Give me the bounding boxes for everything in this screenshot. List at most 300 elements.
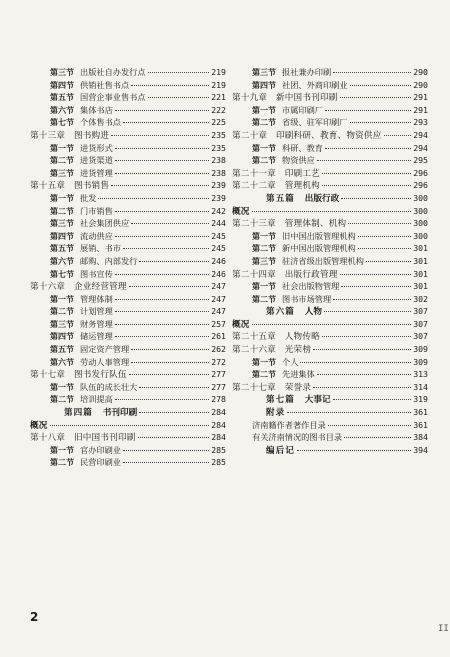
toc-appendix-label: 济南籍作者著作目录 [252,419,326,430]
toc-left-column [30,66,226,469]
toc-section-label [30,393,113,406]
toc-section-label [30,444,121,457]
toc-section-label [30,192,96,205]
toc-entry [232,192,428,205]
toc-entry [30,293,226,306]
section-title: 个体售书点 [80,117,121,128]
part-title: 书刊印刷 [102,408,138,419]
section-title: 物资供应 [282,155,315,166]
section-number: 第三节 [50,218,74,229]
toc-section-label [30,268,113,281]
section-title: 门市销售 [80,205,113,216]
toc-page-number: 301 [413,243,428,254]
section-title: 新中国出版管理机构 [282,243,356,254]
toc-page-number: 278 [211,394,226,405]
leader-dots [139,387,209,388]
toc-section-label [30,66,146,79]
section-number: 第二节 [50,205,74,216]
section-number: 第二节 [50,155,74,166]
section-title: 图书市场管理 [282,293,332,304]
section-number: 第六节 [50,255,74,266]
leader-dots [333,399,412,400]
part-number: 第六篇 [266,307,295,318]
section-title: 财务管理 [80,318,113,329]
leader-dots [317,160,411,161]
toc-entry [232,393,428,406]
toc-page-number: 384 [413,432,428,443]
toc-section-label [232,242,356,255]
toc-section-label [232,280,339,293]
leader-dots [322,173,411,174]
toc-entry [232,255,428,268]
section-title: 先进集体 [282,369,315,380]
leader-dots [148,72,210,73]
toc-section-label [30,381,137,394]
toc-part-label [232,306,322,319]
section-title: 批发 [80,192,97,203]
toc-page-number: 291 [413,92,428,103]
toc-page-number: 239 [211,192,226,203]
section-title: 进货管理 [80,167,113,178]
toc-entry [30,154,226,167]
toc-page-number: 272 [211,356,226,367]
toc-page-number: 245 [211,243,226,254]
toc-entry [30,192,226,205]
section-title: 个人 [282,356,299,367]
section-title: 储运管理 [80,331,113,342]
toc-page-number: 246 [211,268,226,279]
leader-dots [340,97,412,98]
leader-dots [129,374,209,375]
toc-entry [30,255,226,268]
section-title: 社团、外商印刷业 [282,79,348,90]
toc-page-number: 247 [211,281,226,292]
section-number: 第二节 [50,457,74,468]
toc-entry [30,79,226,92]
leader-dots [325,110,411,111]
toc-entry [232,116,428,129]
leader-dots [131,362,209,363]
leader-dots [123,248,209,249]
leader-dots [344,437,411,438]
section-number: 第一节 [252,104,276,115]
leader-dots [341,286,411,287]
leader-dots [148,97,210,98]
section-number: 第五节 [50,243,74,254]
leader-dots [252,324,412,325]
toc-page-number: 394 [413,444,428,455]
toc-entry [30,368,226,381]
toc-page-number: 300 [413,230,428,241]
toc-entry [232,356,428,369]
leader-dots [115,399,209,400]
toc-chapter-label: 第二十六章 光荣榜 [232,345,312,356]
toc-entry [232,293,428,306]
leader-dots [50,425,210,426]
toc-page-number: 285 [211,457,226,468]
toc-chapter-label: 概况 [232,319,250,330]
toc-page-number: 300 [413,218,428,229]
toc-page-number: 301 [413,281,428,292]
toc-page-number: 225 [211,117,226,128]
toc-section-label [232,116,348,129]
leader-dots [115,211,209,212]
toc-right-column [232,66,428,456]
toc-entry [30,431,226,444]
section-title: 固定资产管理 [80,344,130,355]
toc-section-label [232,66,331,79]
toc-entry [30,444,226,457]
toc-section-label [30,305,113,318]
toc-entry [30,305,226,318]
section-number: 第三节 [50,167,74,178]
toc-page-number: 309 [413,344,428,355]
leader-dots [115,274,209,275]
toc-entry [232,66,428,79]
leader-dots [123,450,209,451]
toc-entry [30,142,226,155]
leader-dots [98,198,209,199]
leader-dots [300,362,411,363]
toc-entry [30,179,226,192]
toc-entry [232,381,428,394]
leader-dots [317,374,411,375]
section-number: 第一节 [50,293,74,304]
section-title: 科研、教育 [282,142,323,153]
leader-dots [322,185,411,186]
toc-page-number: 262 [211,344,226,355]
toc-section-label [232,79,348,92]
toc-section-label [30,104,113,117]
toc-chapter-label: 第十五章 图书销售 [30,181,110,192]
section-title: 集体书店 [80,104,113,115]
toc-page-number: 361 [413,419,428,430]
toc-chapter-label: 第二十一章 印刷工艺 [232,168,320,179]
toc-entry [30,217,226,230]
section-number: 第三节 [50,67,74,77]
section-number: 第三节 [252,255,276,266]
toc-section-label [232,255,364,268]
toc-section-label [232,154,315,167]
toc-page-number: 296 [413,167,428,178]
section-title: 邮购、内部发行 [80,255,138,266]
toc-page-number: 307 [413,306,428,317]
toc-section-label [30,79,129,92]
part-number: 附录 [266,408,286,419]
leader-dots [123,462,209,463]
section-number: 第二节 [252,117,276,128]
toc-chapter-label: 第二十五章 人物传略 [232,332,320,343]
toc-part-label [232,193,339,206]
toc-entry [30,116,226,129]
toc-section-label [232,104,323,117]
part-title: 出版行政 [304,193,340,204]
leader-dots [333,72,411,73]
toc-page-number: 294 [413,129,428,140]
section-number: 第一节 [50,381,74,392]
toc-entry [232,230,428,243]
leader-dots [328,425,412,426]
toc-page-number: 295 [413,155,428,166]
toc-section-label [30,167,113,180]
toc-entry [30,167,226,180]
section-title: 管理体制 [80,293,113,304]
toc-entry [232,419,428,432]
toc-entry [232,406,428,419]
toc-page-number: 244 [211,218,226,229]
toc-entry [232,142,428,155]
leader-dots [115,148,209,149]
section-number: 第一节 [252,142,276,153]
part-number: 第五篇 [266,193,295,204]
toc-page-number: 284 [211,432,226,443]
leader-dots [115,324,209,325]
toc-entry [30,356,226,369]
toc-entry [232,368,428,381]
toc-page-number: 300 [413,205,428,216]
section-number: 第四节 [50,230,74,241]
toc-page-number: 239 [211,180,226,191]
toc-section-label [30,154,113,167]
toc-entry [30,205,226,218]
section-number: 第四节 [50,79,74,90]
toc-page-number: 302 [413,293,428,304]
section-number: 第二节 [252,293,276,304]
section-title: 流动供应 [80,230,113,241]
toc-page-number: 245 [211,230,226,241]
section-title: 省级、驻军印刷厂 [282,117,348,128]
section-number: 第一节 [252,356,276,367]
leader-dots [131,223,209,224]
toc-chapter-label: 第二十章 印刷科研、教育、物资供应 [232,130,382,141]
leader-dots [341,198,411,199]
toc-entry [232,431,428,444]
toc-page-number: 257 [211,318,226,329]
leader-dots [322,336,411,337]
toc-chapter-label: 概况 [30,420,48,431]
leader-dots [111,135,209,136]
toc-chapter-label: 第二十二章 管理机构 [232,181,320,192]
toc-section-label [30,242,121,255]
toc-section-label [30,343,129,356]
section-number: 第三节 [252,67,276,77]
toc-chapter-label: 第十三章 图书购进 [30,130,110,141]
leader-dots [350,85,412,86]
toc-entry [232,91,428,104]
leader-dots [324,311,411,312]
section-title: 劳动人事管理 [80,356,130,367]
section-number: 第一节 [50,444,74,455]
leader-dots [297,450,411,451]
section-number: 第四节 [252,79,276,90]
section-title: 驻济省级出版管理机构 [282,255,364,266]
toc-entry [30,104,226,117]
toc-page-number: 301 [413,255,428,266]
leader-dots [123,122,209,123]
toc-section-label [30,356,129,369]
section-title: 市属印刷厂 [282,104,323,115]
toc-page-number: 261 [211,331,226,342]
part-number: 第四篇 [64,408,93,419]
toc-entry [30,66,226,79]
toc-entry [232,305,428,318]
part-title: 人物 [304,307,322,318]
section-number: 第一节 [50,192,74,203]
toc-entry [30,129,226,142]
section-number: 第一节 [252,281,276,292]
toc-appendix-label: 有关济南情况的图书目录 [252,432,343,443]
section-title: 队伍的成长壮大 [80,381,138,392]
toc-page-number: 309 [413,356,428,367]
toc-entry [232,205,428,218]
leader-dots [252,211,412,212]
toc-entry [30,381,226,394]
toc-section-label [30,205,113,218]
toc-section-label [30,456,121,469]
section-number: 第二节 [50,306,74,317]
toc-section-label [30,255,137,268]
toc-chapter-label: 第十六章 企业经营管理 [30,282,127,293]
toc-entry [232,79,428,92]
section-title: 社会出版物管理 [282,281,340,292]
toc-entry [30,230,226,243]
toc-chapter-label: 第十八章 旧中国书刊印刷 [30,433,136,444]
toc-page-number: 219 [211,67,226,77]
section-number: 第五节 [50,344,74,355]
toc-entry [232,104,428,117]
toc-page-number: 307 [413,331,428,342]
toc-page-number: 361 [413,407,428,418]
toc-entry [232,129,428,142]
section-number: 第二节 [252,369,276,380]
leader-dots [138,437,210,438]
toc-entry [232,167,428,180]
toc-page-number: 284 [211,419,226,430]
toc-page-number: 301 [413,268,428,279]
leader-dots [350,122,412,123]
leader-dots [115,160,209,161]
toc-part-label [232,445,295,458]
toc-section-label [232,293,331,306]
toc-page-number: 238 [211,167,226,178]
section-number: 第四节 [50,331,74,342]
toc-page-number: 290 [413,67,428,77]
leader-dots [333,299,411,300]
toc-page-number: 291 [413,104,428,115]
toc-section-label [30,142,113,155]
toc-page-number: 285 [211,444,226,455]
leader-dots [340,274,412,275]
toc-part-label [232,394,331,407]
section-number: 第一节 [252,230,276,241]
section-title: 进货形式 [80,142,113,153]
toc-entry [232,242,428,255]
toc-entry [30,343,226,356]
toc-page-number: 314 [413,381,428,392]
toc-section-label [30,116,121,129]
toc-page-number: 290 [413,79,428,90]
toc-page-number: 296 [413,180,428,191]
section-number: 第二节 [50,394,74,405]
toc-section-label [30,293,113,306]
toc-section-label [30,318,113,331]
leader-dots [115,336,209,337]
section-number: 第六节 [50,356,74,367]
leader-dots [358,236,412,237]
toc-page-number: 242 [211,205,226,216]
toc-entry [232,280,428,293]
leader-dots [111,185,209,186]
toc-entry [30,406,226,419]
section-number: 第二节 [252,243,276,254]
section-title: 民营印刷业 [80,457,121,468]
page-number: 2 [30,610,39,624]
section-title: 社会集团供应 [80,218,130,229]
toc-chapter-label: 概况 [232,206,250,217]
toc-section-label [30,330,113,343]
section-title: 计划管理 [80,306,113,317]
leader-dots [325,148,411,149]
toc-page-number: 235 [211,142,226,153]
section-number: 第五节 [50,92,74,103]
leader-dots [139,412,209,413]
toc-entry [232,318,428,331]
toc-part-label [30,407,137,420]
leader-dots [313,387,411,388]
section-number: 第二节 [252,155,276,166]
leader-dots [313,349,411,350]
toc-page-number: 294 [413,142,428,153]
leader-dots [358,248,412,249]
toc-entry [232,444,428,457]
toc-section-label [30,91,146,104]
toc-page-number: 247 [211,306,226,317]
leader-dots [139,261,209,262]
leader-dots [129,286,209,287]
leader-dots [366,261,411,262]
section-title: 供销社售书点 [80,79,130,90]
section-title: 展销、书市 [80,243,121,254]
toc-entry [30,393,226,406]
section-number: 第七节 [50,117,74,128]
toc-chapter-label: 第十九章 新中国书刊印刷 [232,93,338,104]
toc-section-label [232,356,298,369]
toc-chapter-label: 第二十四章 出版行政管理 [232,269,338,280]
toc-chapter-label: 第二十三章 管理体制、机构 [232,219,347,230]
toc-page-number: 235 [211,129,226,140]
section-number: 第三节 [50,318,74,329]
toc-entry [30,268,226,281]
leader-dots [131,349,209,350]
section-title: 官办印刷业 [80,444,121,455]
toc-entry [30,419,226,432]
toc-page-number: 238 [211,155,226,166]
toc-entry [30,330,226,343]
toc-entry [232,179,428,192]
toc-page-number: 293 [413,117,428,128]
toc-page-number: 300 [413,192,428,203]
toc-section-label [30,230,113,243]
toc-page-number: 307 [413,318,428,329]
toc-entry [232,343,428,356]
leader-dots [348,223,411,224]
section-number: 第七节 [50,268,74,279]
toc-page-number: 221 [211,92,226,103]
section-title: 进货渠道 [80,155,113,166]
toc-page-number: 284 [211,407,226,418]
toc-chapter-label: 第二十七章 荣誉录 [232,382,312,393]
toc-entry [30,280,226,293]
